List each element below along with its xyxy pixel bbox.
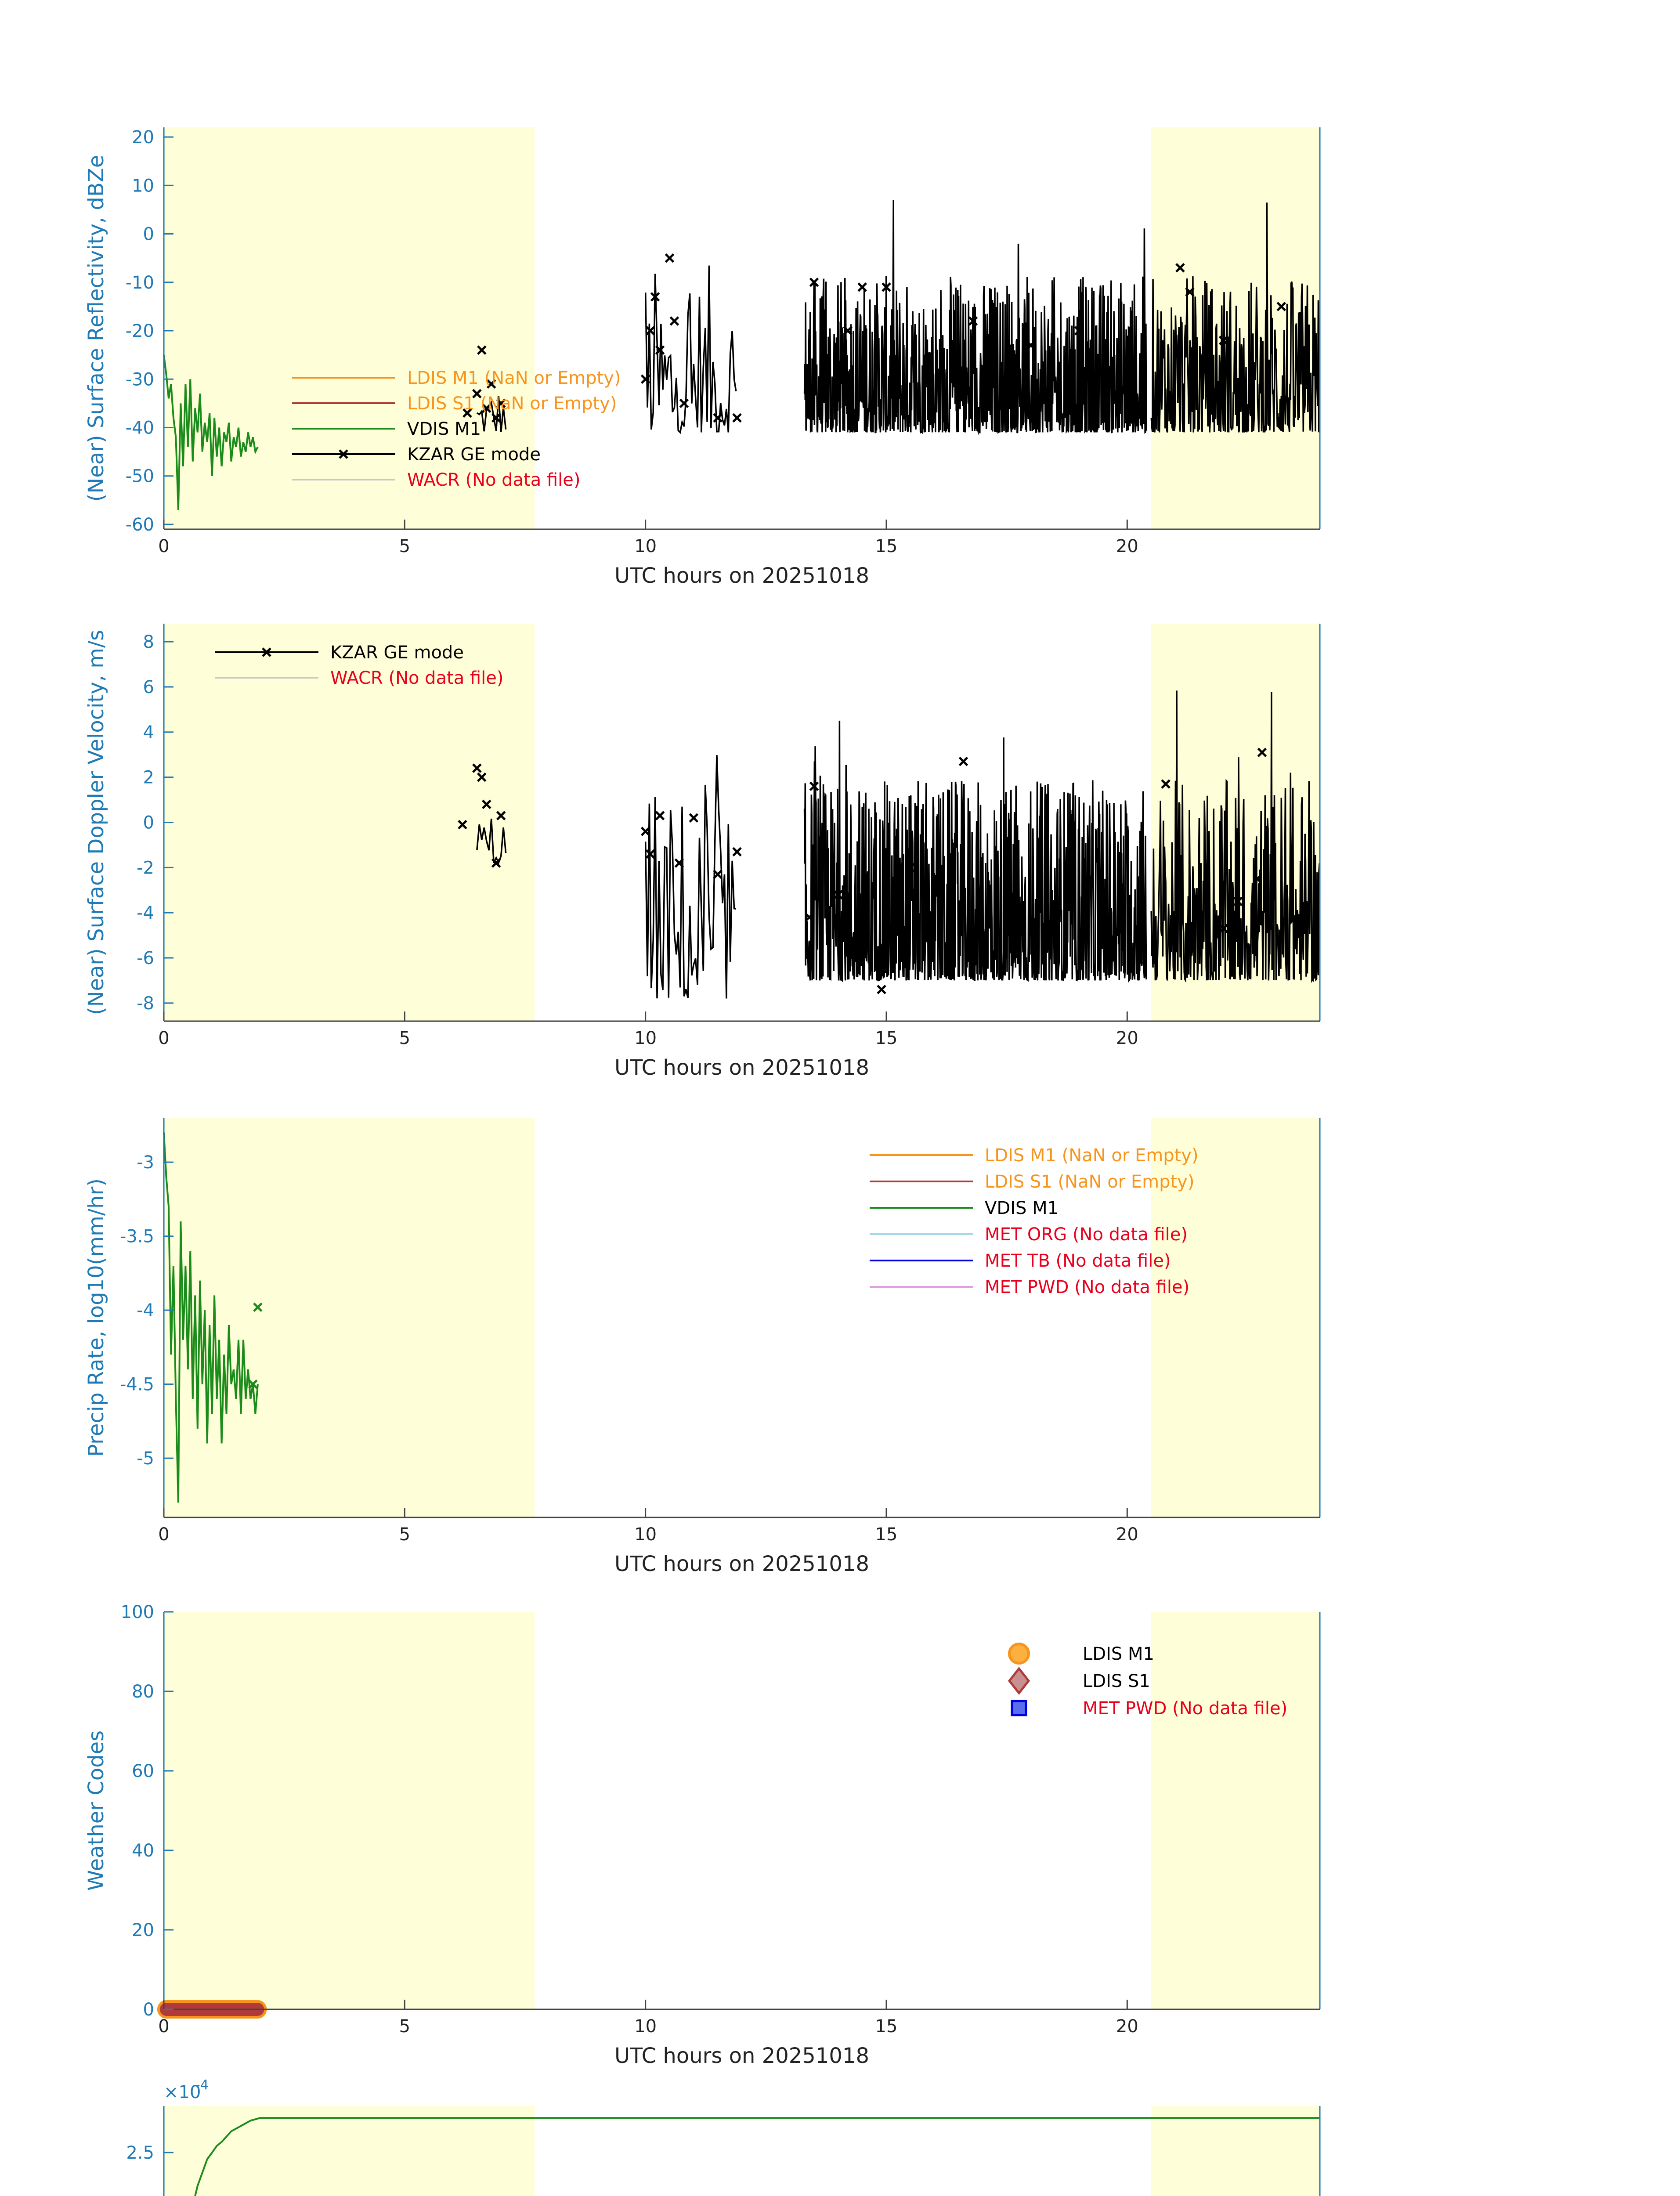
shaded-region [164,1118,535,1517]
x-axis-label: UTC hours on 20251018 [614,1552,869,1576]
x-axis-label: UTC hours on 20251018 [614,2044,869,2068]
x-tick-label: 10 [634,1524,657,1545]
panel-5 [84,2077,1320,2196]
x-tick-label: 0 [158,2016,170,2037]
y-tick-label: -2 [137,858,154,878]
panel-2 [84,624,1320,1080]
legend-label: WACR (No data file) [407,470,581,490]
y-tick-label: 0 [143,224,154,245]
legend-label: LDIS M1 (NaN or Empty) [985,1145,1199,1166]
x-tick-label: 0 [158,1524,170,1545]
y-tick-label: 8 [143,632,154,653]
shaded-region [164,127,535,529]
x-tick-label: 5 [399,1524,411,1545]
legend-label: KZAR GE mode [407,444,541,465]
data-point-x-marker [666,254,674,262]
y-tick-label: 4 [143,722,154,743]
x-tick-label: 10 [634,2016,657,2037]
y-axis-label: Weather Codes [84,1730,108,1891]
y-tick-label: 100 [120,1602,154,1622]
x-tick-label: 20 [1116,1028,1138,1048]
y-tick-label: 20 [132,1920,154,1940]
x-tick-label: 15 [875,1524,898,1545]
legend-circle-marker [1009,1644,1029,1663]
data-point-x-marker [858,283,866,291]
x-tick-label: 5 [399,2016,411,2037]
y-tick-label: -4 [137,1300,154,1321]
y-tick-label: -50 [125,466,154,487]
y-tick-label: 40 [132,1841,154,1861]
x-tick-label: 5 [399,536,411,556]
series-line [805,200,1146,432]
x-tick-label: 20 [1116,2016,1138,2037]
legend-label: MET ORG (No data file) [985,1224,1188,1245]
y-tick-label: 2.5 [126,2143,154,2163]
y-tick-label: -40 [125,418,154,438]
legend-label: VDIS M1 [985,1198,1059,1218]
y-tick-label: -10 [125,272,154,293]
legend [870,1145,1199,1297]
y-tick-label: -3.5 [119,1226,154,1247]
y-tick-label: 20 [132,127,154,148]
y-tick-label: -3 [137,1152,154,1173]
legend-label: MET PWD (No data file) [1083,1698,1288,1719]
x-tick-label: 10 [634,536,657,556]
shaded-region [164,1612,535,2009]
y-tick-label: 10 [132,176,154,196]
exponent-power: -4 [195,2077,209,2093]
series-line [646,755,736,998]
x-axis-label: UTC hours on 20251018 [614,563,869,588]
y-tick-label: 2 [143,767,154,788]
y-tick-label: -6 [137,948,154,969]
shaded-region [1151,2106,1320,2196]
panel-1 [84,127,1320,588]
legend-label: KZAR GE mode [330,643,464,663]
legend-square-marker [1012,1701,1026,1715]
data-point-x-marker [670,317,678,325]
y-axis-label: (Near) Surface Doppler Velocity, m/s [84,629,108,1015]
x-tick-label: 20 [1116,1524,1138,1545]
y-tick-label: -4 [137,903,154,924]
legend-label: LDIS M1 [1083,1644,1154,1664]
shaded-region [164,2106,535,2196]
y-tick-label: -30 [125,369,154,390]
legend-label: MET PWD (No data file) [985,1277,1190,1297]
x-tick-label: 5 [399,1028,411,1048]
y-tick-label: -60 [125,514,154,535]
y-tick-label: 0 [143,813,154,833]
data-point-x-marker [647,327,654,335]
y-tick-label: -5 [137,1448,154,1469]
legend-label: LDIS S1 (NaN or Empty) [407,394,617,414]
y-tick-label: 0 [143,2000,154,2020]
y-tick-label: -20 [125,321,154,342]
x-axis-label: UTC hours on 20251018 [614,1055,869,1080]
legend-diamond-marker [1009,1669,1029,1693]
panel-4 [84,1602,1320,2068]
shaded-region [1151,1612,1320,2009]
x-tick-label: 15 [875,536,898,556]
data-point-x-marker [733,848,741,856]
y-tick-label: -8 [137,993,154,1014]
panel-3 [84,1118,1320,1576]
y-tick-label: 6 [143,677,154,697]
legend-label: LDIS S1 (NaN or Empty) [985,1172,1195,1192]
x-tick-label: 0 [158,1028,170,1048]
x-tick-label: 10 [634,1028,657,1048]
y-axis-label: Precip Rate, log10(mm/hr) [84,1178,108,1457]
x-tick-label: 0 [158,536,170,556]
legend-label: LDIS S1 [1083,1671,1150,1691]
legend-label: WACR (No data file) [330,668,504,688]
data-point-x-marker [680,399,688,407]
data-point-x-marker [714,414,722,422]
y-tick-label: 80 [132,1682,154,1702]
x-tick-label: 15 [875,2016,898,2037]
data-point-x-marker [733,414,741,422]
data-point-x-marker [959,758,967,766]
data-point-x-marker [656,812,664,820]
x-tick-label: 20 [1116,536,1138,556]
data-point-x-marker [878,986,885,993]
y-axis-label: (Near) Surface Reflectivity, dBZe [84,155,108,502]
y-tick-label: 60 [132,1761,154,1781]
legend-label: LDIS M1 (NaN or Empty) [407,368,621,388]
data-point-x-marker [690,814,697,822]
y-tick-label: -4.5 [119,1374,154,1395]
x-tick-label: 15 [875,1028,898,1048]
legend-label: MET TB (No data file) [985,1251,1171,1271]
legend-label: VDIS M1 [407,419,481,439]
exponent-label: ×10 [164,2082,201,2102]
